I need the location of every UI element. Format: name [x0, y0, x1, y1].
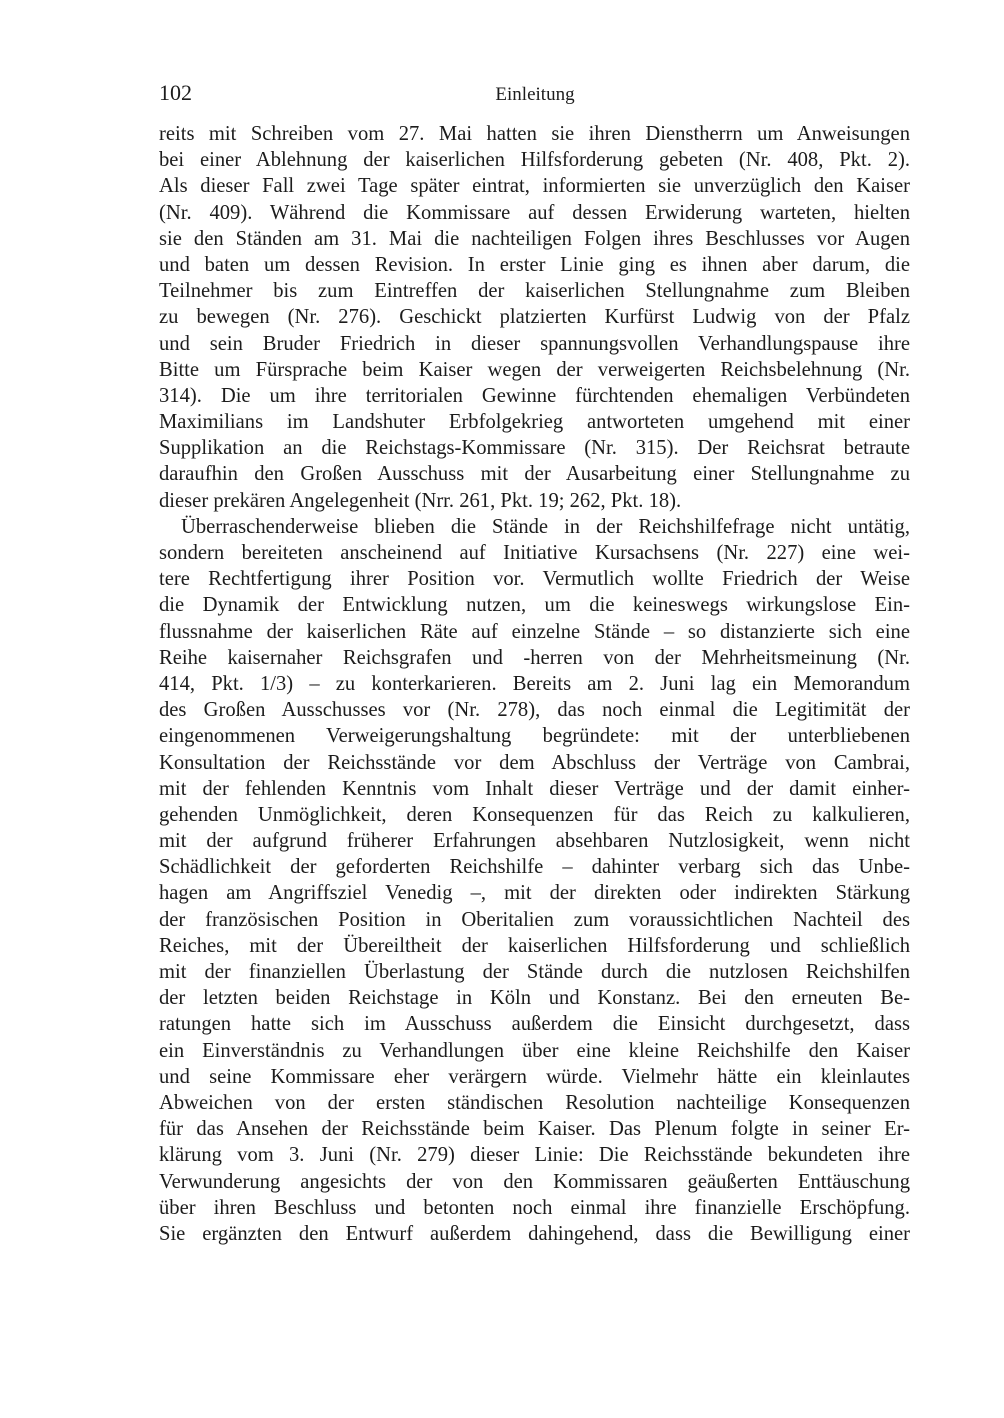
- text-line: Maximilians im Landshuter Erbfolgekrieg antworteten umgehend mit einer: [159, 411, 910, 434]
- text-line: mit der aufgrund früherer Erfahrungen absehbaren Nutzlosigkeit, wenn nicht: [159, 830, 910, 853]
- text-line: Reiches, mit der Übereiltheit der kaiserlichen Hilfsforderung und schließlich: [159, 934, 910, 957]
- text-line: Sie ergänzten den Entwurf außerdem dahingehend, dass die Bewilligung einer: [159, 1222, 910, 1245]
- text-line: Abweichen von der ersten ständischen Resolution nachteilige Konsequenzen: [159, 1091, 910, 1114]
- text-line: die Dynamik der Entwicklung nutzen, um die keineswegs wirkungslose Ein-: [159, 594, 910, 617]
- text-line: über ihren Beschluss und betonten noch einmal ihre finanzielle Erschöpfung.: [159, 1196, 910, 1219]
- text-line: klärung vom 3. Juni (Nr. 279) dieser Linie: Die Reichsstände bekundeten ihre: [159, 1144, 910, 1167]
- text-line: sie den Ständen am 31. Mai die nachteiligen Folgen ihres Beschlusses vor Augen: [159, 227, 910, 250]
- text-line: Schädlichkeit der geforderten Reichshilfe – dahinter verbarg sich das Unbe-: [159, 856, 910, 879]
- paragraph-end-line: dieser prekären Angelegenheit (Nrr. 261, Pkt. 19; 262, Pkt. 18).: [159, 489, 682, 512]
- text-line: Bitte um Fürsprache beim Kaiser wegen der verweigerten Reichsbelehnung (Nr.: [159, 358, 910, 381]
- text-line: zu bewegen (Nr. 276). Geschickt platzierten Kurfürst Ludwig von der Pfalz: [159, 306, 910, 329]
- text-line: der letzten beiden Reichstage in Köln und Konstanz. Bei den erneuten Be-: [159, 987, 910, 1010]
- text-line: eingenommenen Verweigerungshaltung begründete: mit der unterbliebenen: [159, 725, 910, 748]
- page-number: 102: [159, 80, 192, 105]
- text-line: 414, Pkt. 1/3) – zu konterkarieren. Bereits am 2. Juni lag ein Memorandum: [159, 672, 910, 695]
- text-line: Reihe kaisernaher Reichsgrafen und -herren von der Mehrheitsmeinung (Nr.: [159, 646, 910, 669]
- text-line: ein Einverständnis zu Verhandlungen über eine kleine Reichshilfe den Kaiser: [159, 1039, 910, 1062]
- body-text: [159, 121, 910, 1247]
- text-line: flussnahme der kaiserlichen Räte auf einzelne Stände – so distanzierte sich eine: [159, 620, 910, 643]
- text-line: gehenden Unmöglichkeit, deren Konsequenzen für das Reich zu kalkulieren,: [159, 803, 910, 826]
- text-line: mit der finanziellen Überlastung der Stände durch die nutzlosen Reichshilfen: [159, 961, 910, 983]
- text-line: und baten um dessen Revision. In erster Linie ging es ihnen aber darum, die: [159, 253, 910, 276]
- paragraph-start-line: Überraschenderweise blieben die Stände in der Reichshilfefrage nicht untätig,: [181, 515, 910, 538]
- text-line: hagen am Angriffsziel Venedig –, mit der direkten oder indirekten Stärkung: [159, 882, 910, 905]
- text-line: und seine Kommissare eher verärgern würde. Vielmehr hätte ein kleinlautes: [159, 1065, 910, 1088]
- text-line: 314). Die um ihre territorialen Gewinne fürchtenden ehemaligen Verbündeten: [159, 384, 910, 407]
- text-line: bei einer Ablehnung der kaiserlichen Hilfsforderung gebeten (Nr. 408, Pkt. 2).: [159, 149, 910, 172]
- text-line: Konsultation der Reichsstände vor dem Abschluss der Verträge von Cambrai,: [159, 751, 910, 774]
- text-line: mit der fehlenden Kenntnis vom Inhalt dieser Verträge und der damit einher-: [159, 777, 910, 800]
- running-title: Einleitung: [495, 84, 575, 105]
- text-line: der französischen Position in Oberitalien zum voraussichtlichen Nachteil des: [159, 908, 910, 931]
- text-line: des Großen Ausschusses vor (Nr. 278), das noch einmal die Legitimität der: [159, 699, 910, 722]
- text-line: für das Ansehen der Reichsstände beim Kaiser. Das Plenum folgte in seiner Er-: [159, 1118, 910, 1141]
- text-line: daraufhin den Großen Ausschuss mit der Ausarbeitung einer Stellungnahme zu: [159, 463, 910, 486]
- text-line: reits mit Schreiben vom 27. Mai hatten sie ihren Dienstherrn um Anweisungen: [159, 123, 910, 145]
- text-line: Supplikation an die Reichstags-Kommissare (Nr. 315). Der Reichsrat betraute: [159, 437, 910, 460]
- text-line: Verwunderung angesichts der von den Kommissaren geäußerten Enttäuschung: [159, 1170, 910, 1193]
- text-line: Als dieser Fall zwei Tage später eintrat, informierten sie unverzüglich den Kaiser: [159, 175, 910, 198]
- text-line: (Nr. 409). Während die Kommissare auf dessen Erwiderung warteten, hielten: [159, 201, 910, 224]
- text-line: ratungen hatte sich im Ausschuss außerdem die Einsicht durchgesetzt, dass: [159, 1013, 910, 1036]
- text-line: tere Rechtfertigung ihrer Position vor. Vermutlich wollte Friedrich der Weise: [159, 568, 910, 591]
- text-line: Teilnehmer bis zum Eintreffen der kaiserlichen Stellungnahme zum Bleiben: [159, 280, 910, 303]
- text-line: sondern bereiteten anscheinend auf Initiative Kursachsens (Nr. 227) eine wei-: [159, 542, 910, 564]
- text-line: und sein Bruder Friedrich in dieser spannungsvollen Verhandlungspause ihre: [159, 332, 910, 355]
